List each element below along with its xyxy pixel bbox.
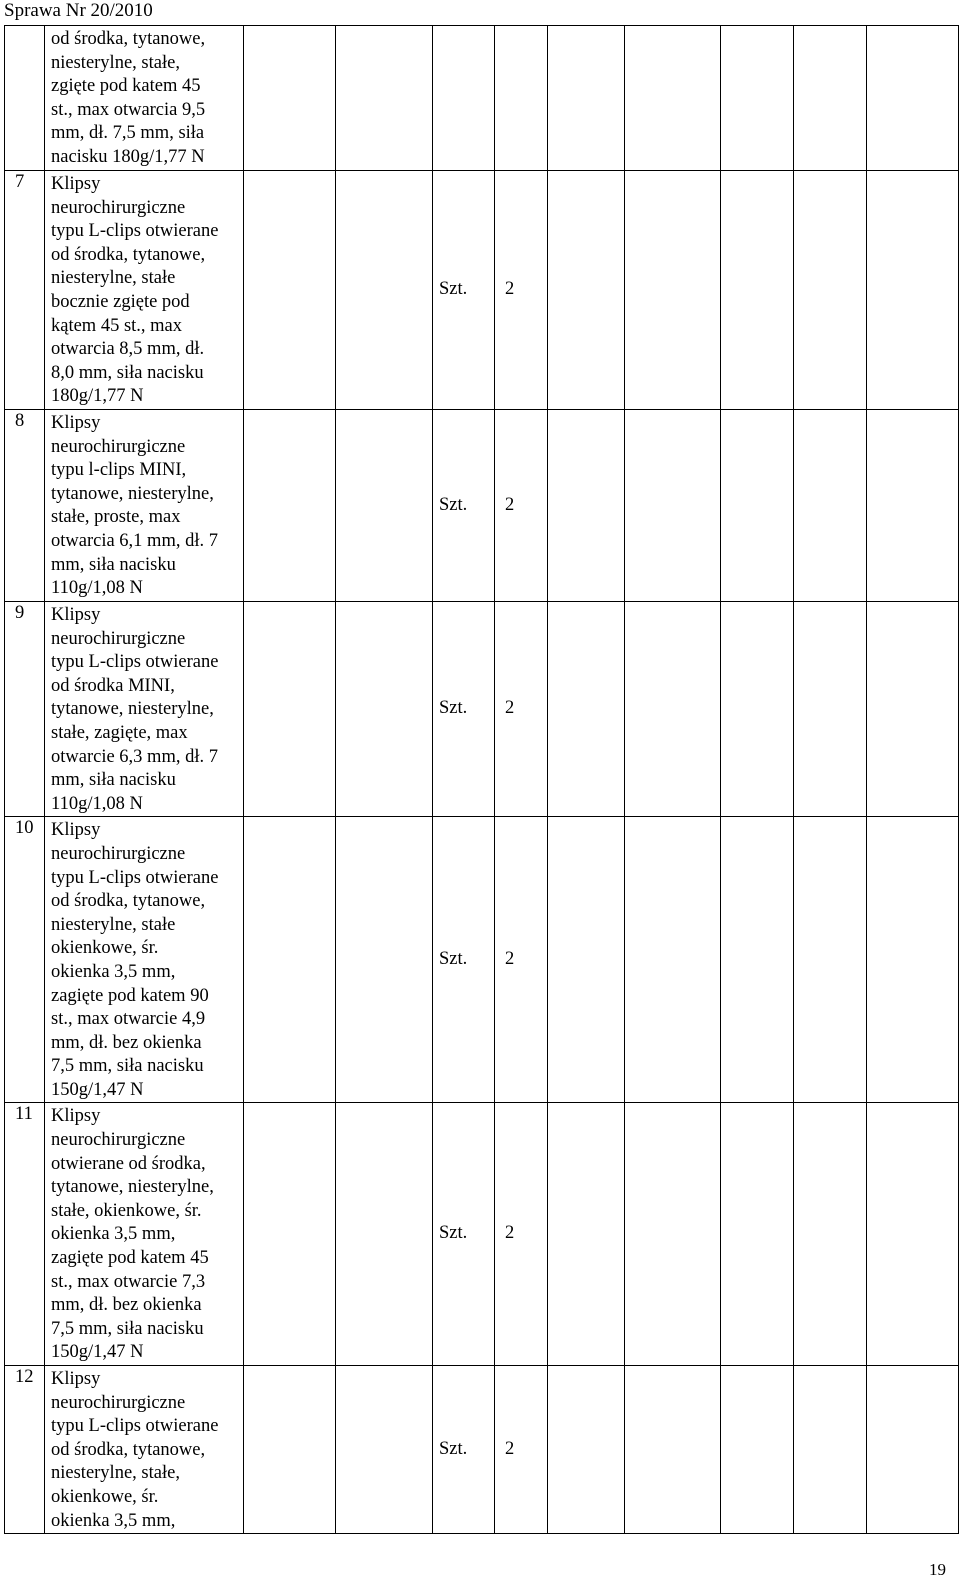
empty-cell [548,26,625,171]
empty-cell [625,410,721,602]
table-row [5,171,959,410]
quantity-cell: 2 [495,1366,548,1534]
empty-cell [625,171,721,410]
item-description: Klipsy neurochirurgiczne typu L-clips otwierane od środka, tytanowe, niesterylne, stałe okienkowe, śr. okienka 3,5 mm, zagięte pod katem 90 st., max otwarcie 4,9 mm, dł. bez okienka 7,5 mm, siła nacisku 150g/1,47 N [45,817,244,1103]
empty-cell [625,1366,721,1534]
unit-cell: Szt. [433,602,495,817]
unit-cell [433,26,495,171]
empty-cell [336,1366,433,1534]
empty-cell [244,817,336,1103]
empty-cell [794,171,867,410]
empty-cell [867,171,959,410]
empty-cell [721,602,794,817]
empty-cell [867,410,959,602]
empty-cell [244,171,336,410]
unit-cell: Szt. [433,817,495,1103]
empty-cell [794,1103,867,1366]
row-number: 8 [5,410,45,602]
empty-cell [625,26,721,171]
empty-cell [244,1103,336,1366]
specification-table [4,25,959,1534]
empty-cell [721,817,794,1103]
empty-cell [794,26,867,171]
empty-cell [867,26,959,171]
row-number: 7 [5,171,45,410]
empty-cell [625,817,721,1103]
empty-cell [548,410,625,602]
empty-cell [244,602,336,817]
table-row [5,817,959,1103]
item-description: Klipsy neurochirurgiczne typu L-clips otwierane od środka, tytanowe, niesterylne, stałe bocznie zgięte pod kątem 45 st., max otwarcia 8,5 mm, dł. 8,0 mm, siła nacisku 180g/1,77 N [45,171,244,410]
empty-cell [336,410,433,602]
quantity-cell: 2 [495,1103,548,1366]
unit-cell: Szt. [433,171,495,410]
quantity-cell [495,26,548,171]
empty-cell [336,26,433,171]
unit-cell: Szt. [433,410,495,602]
item-description: od środka, tytanowe, niesterylne, stałe, zgięte pod katem 45 st., max otwarcia 9,5 mm, dł. 7,5 mm, siła nacisku 180g/1,77 N [45,26,244,171]
table-row [5,602,959,817]
empty-cell [244,410,336,602]
empty-cell [336,171,433,410]
empty-cell [625,1103,721,1366]
quantity-cell: 2 [495,817,548,1103]
table-row [5,410,959,602]
empty-cell [548,1366,625,1534]
row-number: 11 [5,1103,45,1366]
table-row [5,1366,959,1534]
quantity-cell: 2 [495,171,548,410]
unit-cell: Szt. [433,1103,495,1366]
empty-cell [548,602,625,817]
quantity-cell: 2 [495,602,548,817]
empty-cell [721,410,794,602]
empty-cell [548,1103,625,1366]
page-number: 19 [929,1560,946,1579]
empty-cell [794,410,867,602]
empty-cell [244,26,336,171]
empty-cell [794,602,867,817]
empty-cell [721,26,794,171]
unit-cell: Szt. [433,1366,495,1534]
empty-cell [244,1366,336,1534]
empty-cell [867,602,959,817]
row-number: 12 [5,1366,45,1534]
document-header: Sprawa Nr 20/2010 [4,0,153,21]
empty-cell [867,1103,959,1366]
empty-cell [625,602,721,817]
table-row [5,26,959,171]
item-description: Klipsy neurochirurgiczne otwierane od środka, tytanowe, niesterylne, stałe, okienkowe, śr. okienka 3,5 mm, zagięte pod katem 45 st., max otwarcie 7,3 mm, dł. bez okienka 7,5 mm, siła nacisku 150g/1,47 N [45,1103,244,1366]
row-number [5,26,45,171]
item-description: Klipsy neurochirurgiczne typu L-clips otwierane od środka, tytanowe, niesterylne, stałe, okienkowe, śr. okienka 3,5 mm, [45,1366,244,1534]
empty-cell [721,1366,794,1534]
empty-cell [794,1366,867,1534]
table-row [5,1103,959,1366]
empty-cell [336,1103,433,1366]
row-number: 9 [5,602,45,817]
row-number: 10 [5,817,45,1103]
empty-cell [721,171,794,410]
empty-cell [867,817,959,1103]
empty-cell [721,1103,794,1366]
empty-cell [794,817,867,1103]
empty-cell [336,602,433,817]
empty-cell [867,1366,959,1534]
item-description: Klipsy neurochirurgiczne typu L-clips otwierane od środka MINI, tytanowe, niesterylne, stałe, zagięte, max otwarcie 6,3 mm, dł. 7 mm, siła nacisku 110g/1,08 N [45,602,244,817]
empty-cell [336,817,433,1103]
item-description: Klipsy neurochirurgiczne typu l-clips MINI, tytanowe, niesterylne, stałe, proste, max otwarcia 6,1 mm, dł. 7 mm, siła nacisku 110g/1,08 N [45,410,244,602]
quantity-cell: 2 [495,410,548,602]
empty-cell [548,817,625,1103]
empty-cell [548,171,625,410]
